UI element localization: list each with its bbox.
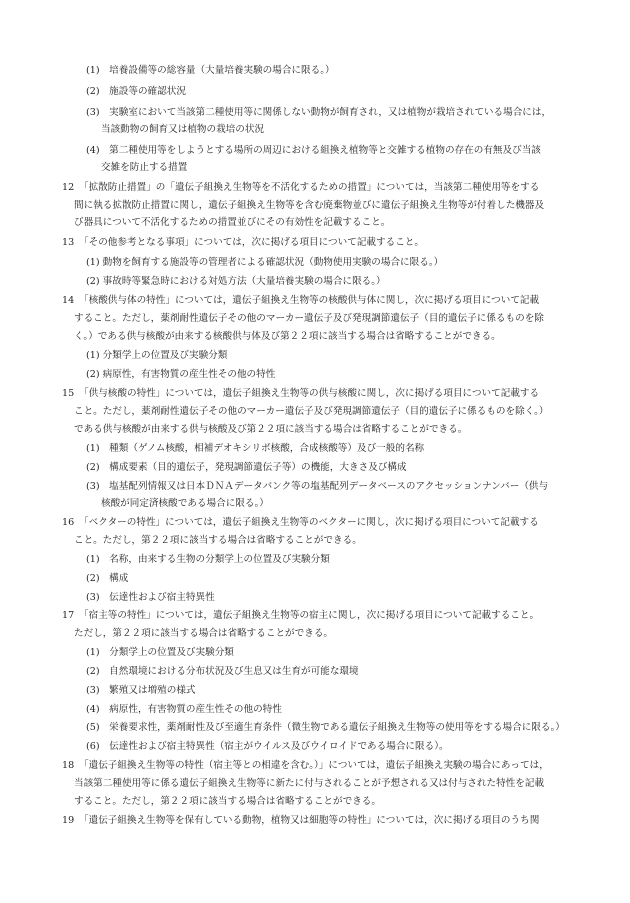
item-17-5: (5) 栄養要求性，薬剤耐性及び至適生育条件（微生物である遺伝子組換え生物等の使用等をする場合に限る。）	[86, 722, 565, 733]
item-16-1: (1) 名称，由来する生物の分類学上の位置及び実験分類	[86, 554, 330, 565]
section-15-heading: 15 「供与核酸の特性」については，遺伝子組換え生物等の供与核酸に関し，次に掲げる項目について記載する	[62, 388, 540, 399]
item-3-4: (4) 第二種使用等をしようとする場所の周辺における組換え植物等と交雑する植物の存在の有無及び当該	[86, 145, 541, 156]
item-3-3-cont: 当該動物の飼育又は植物の栽培の状況	[101, 124, 265, 135]
section-12-line: 間に執る拡散防止措置に関し，遺伝子組換え生物等を含む廃棄物並びに遺伝子組換え生物等が付着した機器及	[74, 200, 545, 211]
section-15-line: こと。ただし，薬剤耐性遺伝子その他のマーカー遺伝子及び発現調節遺伝子（目的遺伝子に係るものを除く。）	[74, 406, 549, 417]
item-14-2: (2) 病原性，有害物質の産生性その他の特性	[86, 369, 276, 380]
item-15-1: (1) 種類（ゲノム核酸，相補デオキシリボ核酸，合成核酸等）及び一般的名称	[86, 443, 425, 454]
item-14-1: (1) 分類学上の位置及び実験分類	[86, 350, 228, 361]
section-12-heading: 12 「拡散防止措置」の「遺伝子組換え生物等を不活化するための措置」については，当該第二種使用等をする	[62, 182, 540, 193]
section-12-line: び器具について不活化するための措置並びにその有効性を記載すること。	[74, 217, 391, 228]
section-18-heading: 18 「遺伝子組換え生物等の特性（宿主等との相違を含む。）」については，遺伝子組換え実験の場合にあっては，	[62, 760, 549, 771]
item-3-2: (2) 施設等の確認状況	[86, 86, 186, 97]
section-19-heading: 19 「遺伝子組換え生物等を保有している動物，植物又は細胞等の特性」については，次に掲げる項目のうち関	[62, 815, 540, 826]
section-17-heading: 17 「宿主等の特性」については，遺伝子組換え生物等の宿主に関し，次に掲げる項目について記載すること。	[62, 610, 540, 621]
item-17-3: (3) 繁殖又は増殖の様式	[86, 685, 196, 696]
section-17-line: ただし，第２２項に該当する場合は省略することができる。	[74, 628, 334, 639]
item-3-1: (1) 培養設備等の総容量（大量培養実験の場合に限る。）	[86, 65, 335, 76]
item-13-2: (2) 事故時等緊急時における対処方法（大量培養実験の場合に限る。）	[86, 276, 386, 287]
section-16-heading: 16 「ベクターの特性」については，遺伝子組換え生物等のベクターに関し，次に掲げる項目について記載する	[62, 517, 539, 528]
item-17-4: (4) 病原性，有害物質の産生性その他の特性	[86, 704, 282, 715]
item-15-3-cont: 核酸が同定済核酸である場合に限る。）	[101, 498, 269, 509]
item-15-2: (2) 構成要素（目的遺伝子，発現調節遺伝子等）の機能，大きさ及び構成	[86, 462, 407, 473]
section-14-heading: 14 「核酸供与体の特性」については，遺伝子組換え生物等の核酸供与体に関し，次に掲げる項目について記載	[62, 295, 540, 306]
section-18-line: 当該第二種使用等に係る遺伝子組換え生物等に新たに付与されることが予想される又は付与された特性を記載	[74, 778, 545, 789]
section-13-heading: 13 「その他参考となる事項」については，次に掲げる項目について記載すること。	[62, 237, 424, 248]
item-15-3: (3) 塩基配列情報又は日本ＤＮＡデータバンク等の塩基配列データベースのアクセッションナンバー（供与	[86, 481, 549, 492]
section-14-line: すること。ただし，薬剤耐性遺伝子その他のマーカー遺伝子及び発現調節遺伝子（目的遺伝子に係るものを除	[74, 313, 544, 324]
item-16-3: (3) 伝達性および宿主特異性	[86, 592, 215, 603]
section-14-line: く。）である供与核酸が由来する核酸供与体及び第２２項に該当する場合は省略することができる。	[74, 331, 501, 342]
item-17-2: (2) 自然環境における分布状況及び生息又は生育が可能な環境	[86, 666, 359, 677]
item-17-1: (1) 分類学上の位置及び実験分類	[86, 647, 234, 658]
item-13-1: (1) 動物を飼育する施設等の管理者による確認状況（動物使用実験の場合に限る。）	[86, 257, 444, 268]
item-17-6: (6) 伝達性および宿主特異性（宿主がウイルス及びウイロイドである場合に限る）。	[86, 741, 449, 752]
item-16-2: (2) 構成	[86, 573, 129, 584]
section-15-line: である供与核酸が由来する供与核酸及び第２２項に該当する場合は省略することができる。	[74, 424, 468, 435]
section-18-line: すること。ただし，第２２項に該当する場合は省略することができる。	[74, 796, 381, 807]
section-16-line: こと。ただし，第２２項に該当する場合は省略することができる。	[74, 535, 362, 546]
item-3-3: (3) 実験室において当該第二種使用等に関係しない動物が飼育され，又は植物が栽培されている場合には，	[86, 107, 552, 118]
item-3-4-cont: 交雑を防止する措置	[101, 162, 188, 173]
